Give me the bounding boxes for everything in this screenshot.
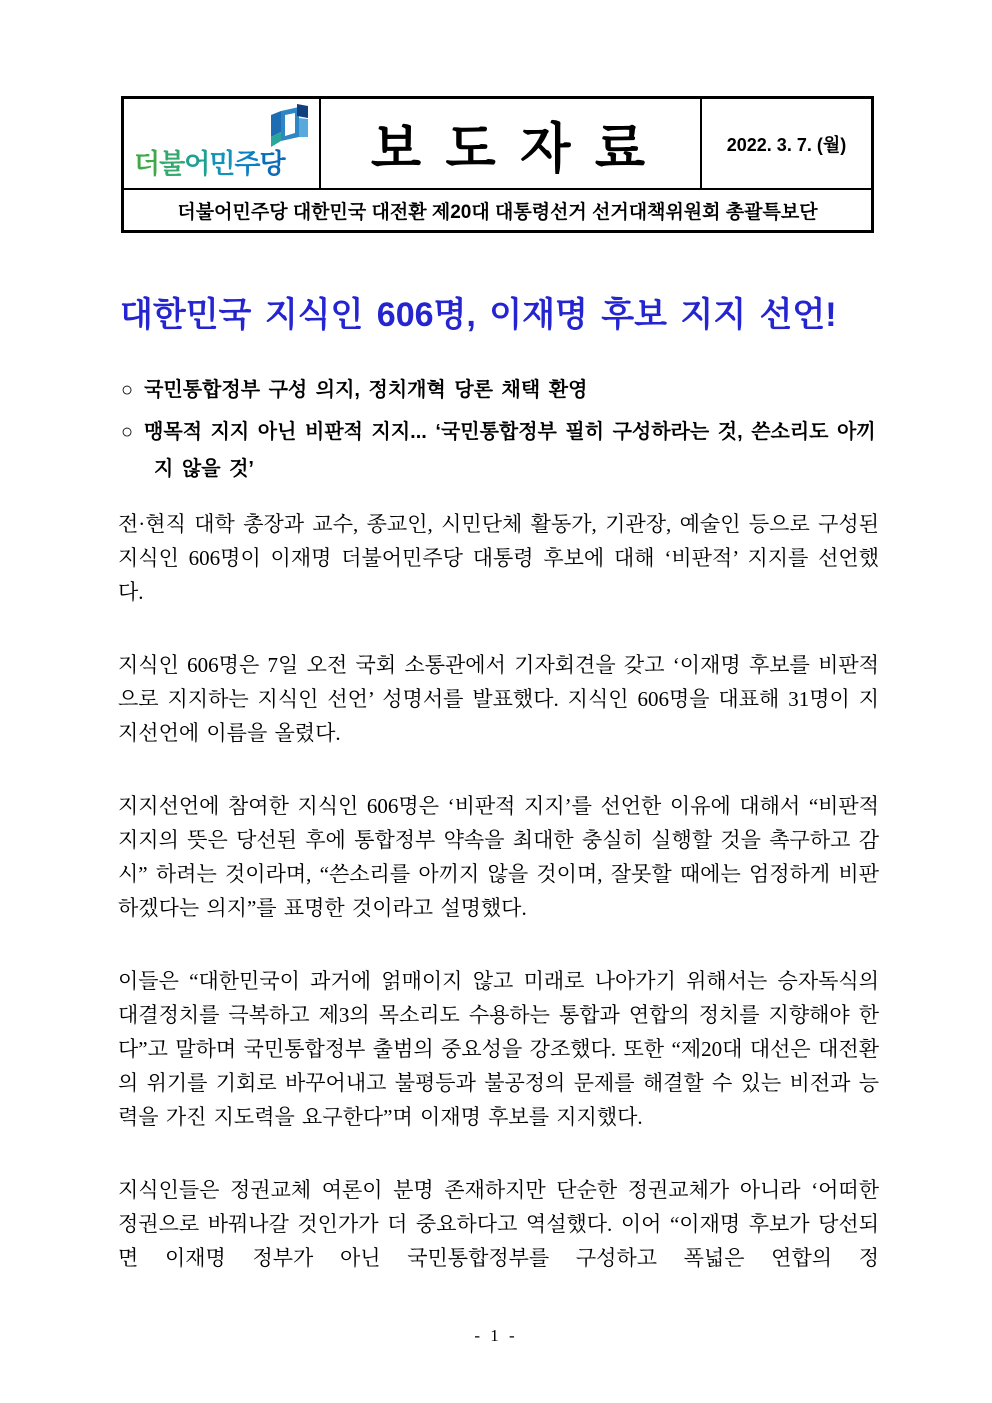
paragraph: 지지선언에 참여한 지식인 606명은 ‘비판적 지지’를 선언한 이유에 대해서 “비판적 지지의 뜻은 당선된 후에 통합정부 약속을 최대한 충실히 실행할 것을 촉구하고 감시” 하려는 것이라며, “쓴소리를 아끼지 않을 것이며, 잘못할 때에는 엄정하게 비판하겠다는 의지”를 표명한 것이라고 설명했다. (118, 794, 879, 920)
bullet-text: 국민통합정부 구성 의지, 정치개혁 당론 채택 환영 (144, 379, 588, 401)
paragraph: 전·현직 대학 총장과 교수, 종교인, 시민단체 활동가, 기관장, 예술인 등으로 구성된 지식인 606명이 이재명 더불어민주당 대통령 후보에 대해 ‘비판적’ 지지를 선언했다. (118, 512, 879, 604)
bullet-circle-icon: ○ (121, 421, 134, 443)
header-table (121, 96, 874, 233)
party-logo-cell (124, 99, 321, 188)
paragraph: 이들은 “대한민국이 과거에 얽매이지 않고 미래로 나아가기 위해서는 승자독식의 대결정치를 극복하고 제3의 목소리도 수용하는 통합과 연합의 정치를 지향해야 한다”고 말하며 국민통합정부 출범의 중요성을 강조했다. 또한 “제20대 대선은 대전환의 위기를 기회로 바꾸어내고 불평등과 불공정의 문제를 해결할 수 있는 비전과 능력을 가진 지도력을 요구한다”며 이재명 후보를 지지했다. (118, 969, 879, 1129)
release-date: 2022. 3. 7. (월) (726, 134, 847, 155)
bullet-item (121, 372, 881, 409)
summary-bullets (121, 372, 881, 493)
bullet-text: 맹목적 지지 아닌 비판적 지지... ‘국민통합정부 필히 구성하라는 것, 쓴소리도 아끼지 않을 것’ (144, 421, 876, 480)
paragraph: 지식인 606명은 7일 오전 국회 소통관에서 기자회견을 갖고 ‘이재명 후보를 비판적으로 지지하는 지식인 선언’ 성명서를 발표했다. 지식인 606명을 대표해 31명이 지지선언에 이름을 올렸다. (118, 653, 879, 745)
date-cell (702, 99, 871, 188)
issuing-org: 더불어민주당 대한민국 대전환 제20대 대통령선거 선거대책위원회 총괄특보단 (177, 201, 818, 223)
party-logo-text: 더불어민주당 (134, 149, 285, 179)
paragraph: 지식인들은 정권교체 여론이 분명 존재하지만 단순한 정권교체가 아니라 ‘어떠한 정권으로 바꿔나갈 것인가가 더 중요하다고 역설했다. 이어 “이재명 후보가 당선되면 이재명 정부가 아닌 국민통합정부를 구성하고 폭넓은 연합의 정 (118, 1178, 879, 1270)
body-text (118, 507, 879, 1314)
header-row-main (124, 99, 871, 190)
headline: 대한민국 지식인 606명, 이재명 후보 지지 선언! (120, 296, 837, 334)
header-row-org (124, 190, 871, 230)
bullet-item (121, 414, 881, 488)
bullet-circle-icon: ○ (121, 379, 134, 401)
doc-type-title: 보 도 자 료 (370, 119, 651, 180)
page-number: - 1 - (474, 1326, 518, 1345)
doc-type-cell (321, 99, 702, 188)
